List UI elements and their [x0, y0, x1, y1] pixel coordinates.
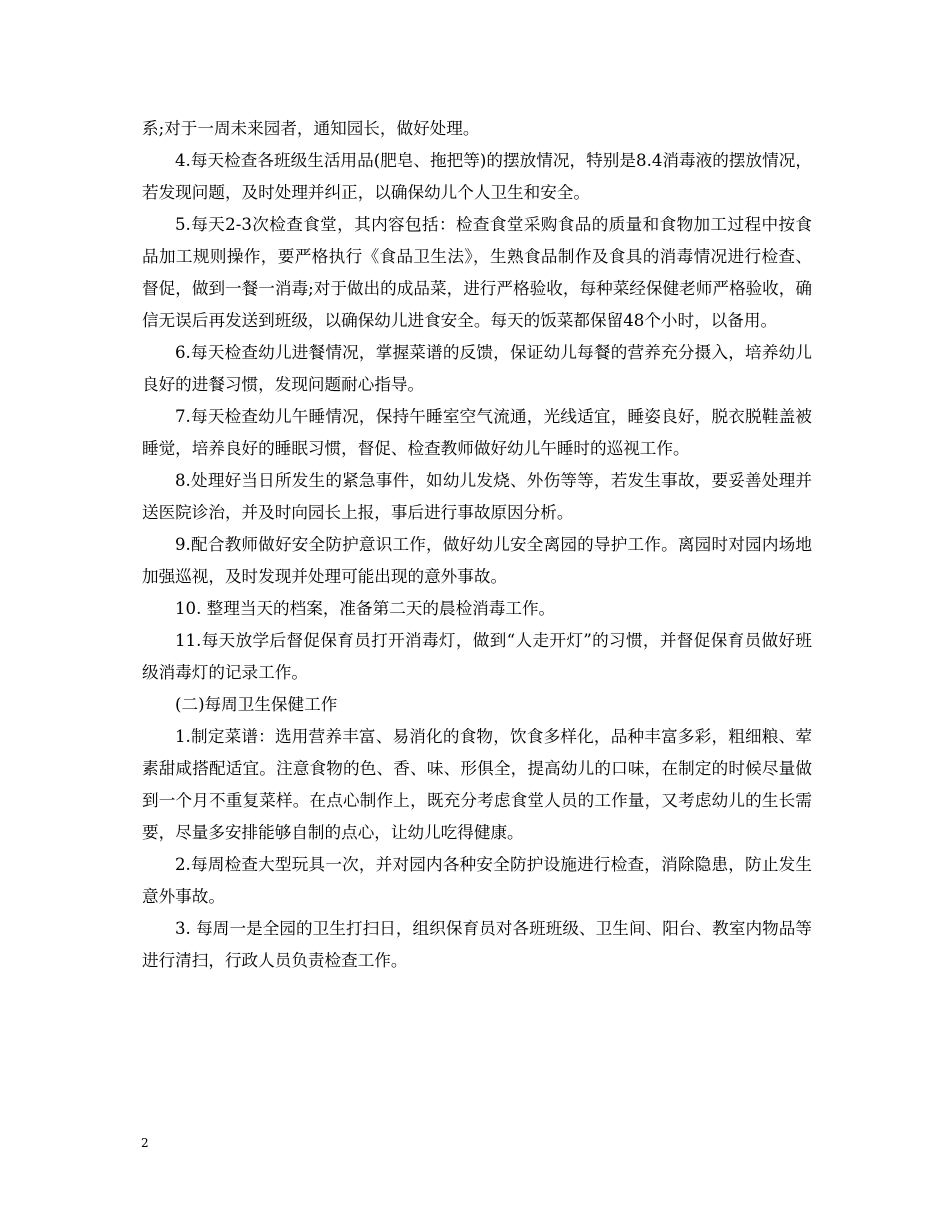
paragraph-item-8: 8.处理好当日所发生的紧急事件，如幼儿发烧、外伤等等，若发生事故，要妥善处理并送医院诊治，并及时向园长上报，事后进行事故原因分析。: [142, 471, 812, 522]
page-number: 2: [141, 1136, 149, 1150]
paragraph-weekly-item-1: 1.制定菜谱：选用营养丰富、易消化的食物，饮食多样化，品种丰富多彩，粗细粮、荤素甜咸搭配适宜。注意食物的色、香、味、形俱全，提高幼儿的口味，在制定的时候尽量做到一个月不重复菜样。在点心制作上，既充分考虑食堂人员的工作量，又考虑幼儿的生长需要，尽量多安排能够自制的点心，让幼儿吃得健康。: [142, 727, 812, 842]
paragraph-item-4: 4.每天检查各班级生活用品(肥皂、拖把等)的摆放情况，特别是8.4消毒液的摆放情况，若发现问题，及时处理并纠正，以确保幼儿个人卫生和安全。: [142, 151, 812, 202]
body-text: [142, 113, 812, 977]
paragraph-item-6: 6.每天检查幼儿进餐情况，掌握菜谱的反馈，保证幼儿每餐的营养充分摄入，培养幼儿良好的进餐习惯，发现问题耐心指导。: [142, 343, 812, 394]
paragraph-item-9: 9.配合教师做好安全防护意识工作，做好幼儿安全离园的导护工作。离园时对园内场地加强巡视，及时发现并处理可能出现的意外事故。: [142, 535, 812, 586]
paragraph-continuation: 系;对于一周未来园者，通知园长，做好处理。: [142, 119, 480, 138]
paragraph-item-11: 11.每天放学后督促保育员打开消毒灯，做到“人走开灯”的习惯，并督促保育员做好班级消毒灯的记录工作。: [142, 631, 812, 682]
paragraph-weekly-item-2: 2.每周检查大型玩具一次，并对园内各种安全防护设施进行检查，消除隐患，防止发生意外事故。: [142, 855, 812, 906]
section-heading-weekly: (二)每周卫生保健工作: [175, 695, 338, 714]
paragraph-item-10: 10. 整理当天的档案，准备第二天的晨检消毒工作。: [175, 599, 556, 618]
paragraph-item-7: 7.每天检查幼儿午睡情况，保持午睡室空气流通，光线适宜，睡姿良好，脱衣脱鞋盖被睡觉，培养良好的睡眠习惯，督促、检查教师做好幼儿午睡时的巡视工作。: [142, 407, 812, 458]
paragraph-item-5: 5.每天2-3次检查食堂，其内容包括：检查食堂采购食品的质量和食物加工过程中按食品加工规则操作，要严格执行《食品卫生法》，生熟食品制作及食具的消毒情况进行检查、督促，做到一餐一消毒;对于做出的成品菜，进行严格验收，每种菜经保健老师严格验收，确信无误后再发送到班级，以确保幼儿进食安全。每天的饭菜都保留48个小时，以备用。: [142, 215, 812, 330]
paragraph-weekly-item-3: 3. 每周一是全园的卫生打扫日，组织保育员对各班班级、卫生间、阳台、教室内物品等进行清扫，行政人员负责检查工作。: [142, 919, 812, 970]
